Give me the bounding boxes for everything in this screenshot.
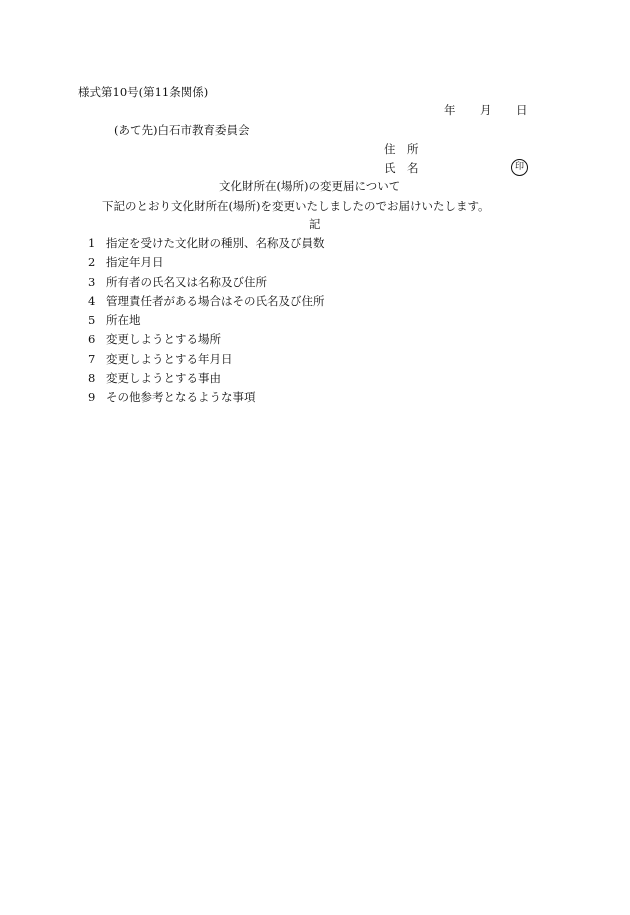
list-item	[88, 389, 325, 408]
item-number: 7	[88, 351, 96, 366]
list-item	[88, 312, 325, 331]
item-text: 指定年月日	[106, 255, 164, 270]
item-number: 5	[88, 313, 96, 328]
item-number: 4	[88, 293, 96, 308]
item-list	[88, 235, 325, 409]
list-item	[88, 331, 325, 350]
date-month-label: 月	[480, 103, 492, 117]
item-number: 3	[88, 274, 96, 289]
document-title: 文化財所在(場所)の変更届について	[219, 179, 401, 193]
item-text: その他参考となるような事項	[106, 390, 256, 405]
form-number: 様式第10号(第11条関係)	[78, 85, 209, 99]
item-number: 8	[88, 371, 96, 386]
list-item	[88, 293, 325, 312]
seal-mark: 印	[511, 159, 528, 176]
item-text: 所有者の氏名又は名称及び住所	[106, 274, 267, 289]
item-text: 管理責任者がある場合はその氏名及び住所	[106, 293, 325, 308]
item-number: 2	[88, 255, 96, 270]
date-day-label: 日	[516, 103, 528, 117]
date-line	[444, 102, 528, 118]
intro-text: 下記のとおり文化財所在(場所)を変更いたしましたのでお届けいたします。	[102, 199, 490, 213]
name-label: 氏 名	[384, 161, 419, 175]
item-text: 変更しようとする年月日	[106, 351, 233, 366]
list-item	[88, 254, 325, 273]
date-year-label: 年	[444, 103, 456, 117]
list-item	[88, 274, 325, 293]
address-label: 住 所	[384, 142, 419, 156]
item-text: 変更しようとする事由	[106, 371, 221, 386]
list-item	[88, 351, 325, 370]
item-text: 変更しようとする場所	[106, 332, 221, 347]
item-text: 指定を受けた文化財の種別、名称及び員数	[106, 236, 325, 250]
list-item	[88, 370, 325, 389]
item-number: 9	[88, 390, 96, 405]
ki-heading: 記	[309, 217, 321, 231]
item-number: 6	[88, 332, 96, 347]
item-text: 所在地	[106, 313, 141, 328]
item-number: 1	[88, 236, 96, 250]
addressee: (あて先)白石市教育委員会	[114, 123, 250, 137]
list-item	[88, 235, 325, 254]
